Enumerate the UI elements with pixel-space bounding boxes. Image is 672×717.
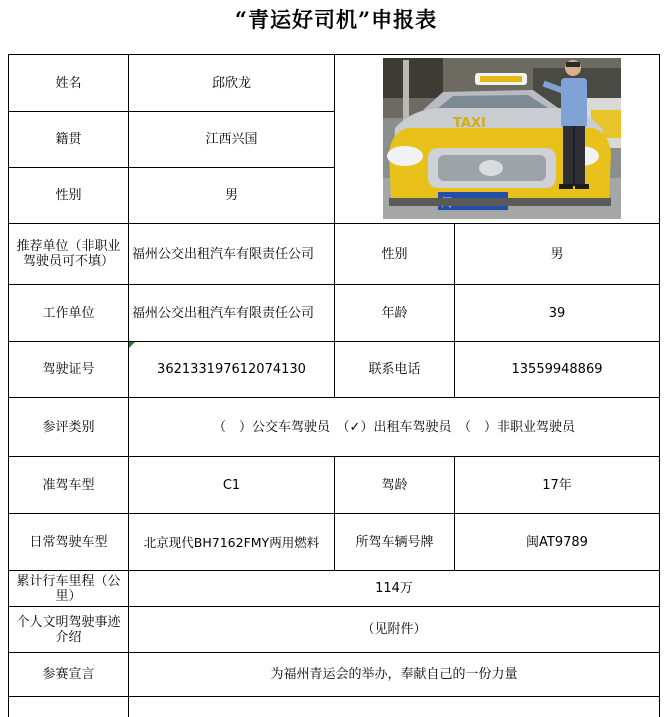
label-recommend-unit: 推荐单位（非职业驾驶员可不填）: [16, 239, 121, 269]
value-name: 邱欣龙: [211, 75, 251, 91]
label-category: 参评类别: [42, 419, 95, 435]
value-declaration: 为福州青运会的举办，奉献自己的一份力量: [270, 667, 518, 682]
value-category: （ ）公交车驾驶员 （✓）出租车驾驶员 （ ）非职业驾驶员: [213, 419, 575, 435]
label-native-place: 籍贯: [55, 132, 82, 147]
label-daily-vehicle: 日常驾驶车型: [29, 534, 108, 550]
value-age: 39: [548, 305, 566, 321]
value-vehicle-class: C1: [222, 477, 241, 493]
value-phone: 13559948869: [511, 362, 603, 377]
value-plate: 闽AT9789: [526, 534, 588, 550]
label-age: 年龄: [381, 305, 408, 321]
value-gender-2: 男: [550, 246, 564, 262]
value-work-unit: 福州公交出租汽车有限责任公司: [132, 305, 315, 321]
label-gender-2: 性别: [381, 246, 408, 262]
value-mileage: 114万: [375, 581, 413, 596]
label-work-unit: 工作单位: [42, 305, 95, 321]
label-deeds: 个人文明驾驶事迹介绍: [16, 614, 121, 645]
value-driving-years: 17年: [542, 477, 572, 493]
label-name: 姓名: [55, 75, 82, 91]
label-phone: 联系电话: [368, 362, 421, 377]
label-vehicle-class: 准驾车型: [42, 477, 95, 493]
value-deeds: （见附件）: [361, 622, 427, 637]
form-title: “青运好司机”申报表: [234, 7, 438, 32]
driver-photo: [383, 58, 621, 219]
taxi-hood-text: TAXI: [453, 116, 486, 131]
value-daily-vehicle: 北京现代BH7162FMY两用燃料: [143, 534, 320, 550]
label-mileage: 累计行车里程（公里）: [16, 573, 121, 604]
label-license-no: 驾驶证号: [42, 362, 95, 377]
value-recommend-unit: 福州公交出租汽车有限责任公司: [132, 246, 315, 262]
value-license-no: 362133197612074130: [157, 362, 306, 377]
value-native-place: 江西兴国: [205, 132, 258, 147]
value-gender: 男: [224, 188, 238, 203]
label-driving-years: 驾龄: [381, 477, 408, 493]
label-gender: 性别: [55, 188, 82, 203]
label-plate: 所驾车辆号牌: [355, 534, 434, 550]
label-declaration: 参赛宣言: [42, 667, 95, 682]
